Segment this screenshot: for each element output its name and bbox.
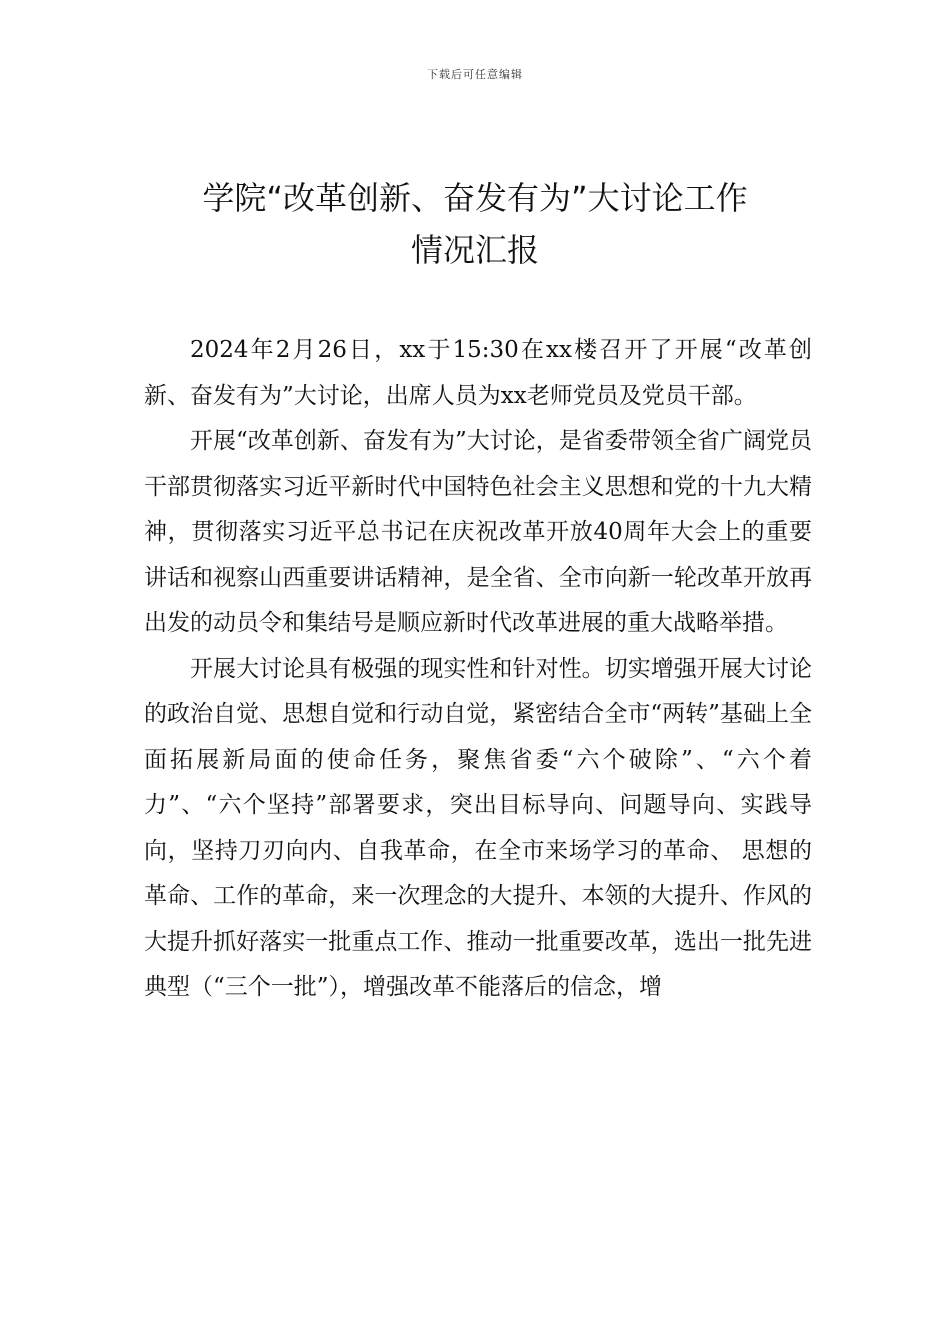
paragraph-2: 开展“改革创新、奋发有为”大讨论，是省委带领全省广阔党员干部贯彻落实习近平新时代中国特色社会主义思想和党的十九大精神，贯彻落实习近平总书记在庆祝改革开放40周年大会上的重要讲话和视察山西重要讲话精神，是全省、全市向新一轮改革开放再出发的动员令和集结号是顺应新时代改革进展的重大战略举措。 bbox=[144, 428, 812, 636]
paragraph-3: 开展大讨论具有极强的现实性和针对性。切实增强开展大讨论的政治自觉、思想自觉和行动自觉，紧密结合全市“两转”基础上全面拓展新局面的使命任务，聚焦省委“六个破除”、“六个着力”、“六个坚持”部署要求，突出目标导向、问题导向、实践导向，坚持刀刃向内、自我革命，在全市来场学习的革命、 思想的革命、工作的革命，来一次理念的大提升、本领的大提升、作风的大提升抓好落实一批重点工作、推动一批重要改革，选出一批先进典型（“三个一批”），增强改革不能落后的信念，增 bbox=[144, 655, 812, 1000]
document-title bbox=[100, 172, 850, 276]
title-line-1: 学院“改革创新、奋发有为”大讨论工作 bbox=[202, 179, 748, 217]
document-body bbox=[144, 328, 812, 1011]
header-note: 下载后可任意编辑 bbox=[427, 68, 523, 81]
title-line-2: 情况汇报 bbox=[410, 231, 539, 269]
paragraph-1: 2024年2月26日，xx于15:30在xx楼召开了开展“改革创新、奋发有为”大讨论，出席人员为xx老师党员及党员干部。 bbox=[144, 337, 812, 409]
